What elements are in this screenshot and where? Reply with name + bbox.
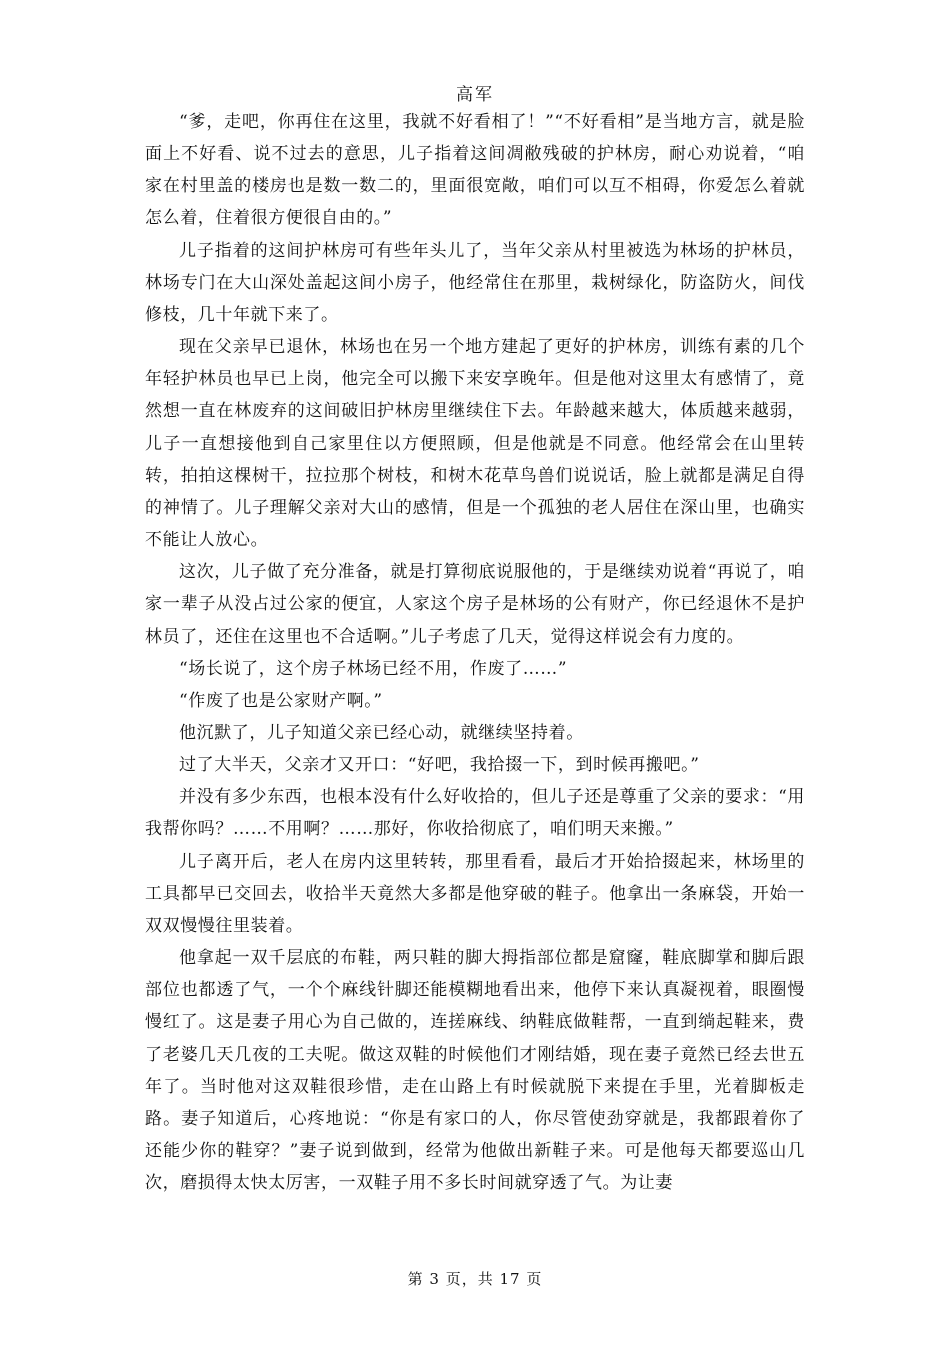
paragraph: 儿子离开后，老人在房内这里转转，那里看看，最后才开始拾掇起来，林场里的工具都早已交回去，收拾半天竟然大多都是他穿破的鞋子。他拿出一条麻袋，开始一双双慢慢往里装着。 (145, 851, 805, 936)
paragraph: 现在父亲早已退休，林场也在另一个地方建起了更好的护林房，训练有素的几个年轻护林员也早已上岗，他完全可以搬下来安享晚年。但是他对这里太有感情了，竟然想一直在林废弃的这间破旧护林房里继续住下去。年龄越来越大，体质越来越弱，儿子一直想接他到自己家里住以方便照顾，但是他就是不同意。他经常会在山里转转，拍拍这棵树干，拉拉那个树枝，和树木花草鸟兽们说说话，脸上就都是满足自得的神情了。儿子理解父亲对大山的感情，但是一个孤独的老人居住在深山里，也确实不能让人放心。 (145, 337, 805, 551)
paragraph: 儿子指着的这间护林房可有些年头儿了，当年父亲从村里被选为林场的护林员，林场专门在大山深处盖起这间小房子，他经常住在那里，栽树绿化，防盗防火，间伐修枝，几十年就下来了。 (145, 240, 805, 325)
author-name: 高军 (456, 85, 494, 105)
paragraph: “作废了也是公家财产啊。” (179, 690, 383, 711)
paragraph: 过了大半天，父亲才又开口：“好吧，我拾掇一下，到时候再搬吧。” (179, 755, 700, 776)
paragraph: “场长说了，这个房子林场已经不用，作废了……” (179, 658, 568, 679)
article-body (145, 106, 805, 1199)
paragraph: 并没有多少东西，也根本没有什么好收拾的，但儿子还是尊重了父亲的要求：“用我帮你吗？……不用啊？……那好，你收拾彻底了，咱们明天来搬。” (145, 787, 805, 840)
page-number: 第 3 页，共 17 页 (407, 1270, 543, 1288)
paragraph: 这次，儿子做了充分准备，就是打算彻底说服他的，于是继续劝说着“再说了，咱家一辈子从没占过公家的便宜，人家这个房子是林场的公有财产，你已经退休不是护林员了，还住在这里也不合适啊。”儿子考虑了几天，觉得这样说会有力度的。 (145, 562, 805, 647)
paragraph: “爹，走吧，你再住在这里，我就不好看相了！”“不好看相”是当地方言，就是脸面上不好看、说不过去的意思，儿子指着这间凋敝残破的护林房，耐心劝说着，“咱家在村里盖的楼房也是数一数二的，里面很宽敞，咱们可以互不相碍，你爱怎么着就怎么着，住着很方便很自由的。” (145, 112, 805, 229)
paragraph: 他拿起一双千层底的布鞋，两只鞋的脚大拇指部位都是窟窿，鞋底脚掌和脚后跟部位也都透了气，一个个麻线针脚还能模糊地看出来，他停下来认真凝视着，眼圈慢慢红了。这是妻子用心为自己做的，连搓麻线、纳鞋底做鞋帮，一直到绱起鞋来，费了老婆几天几夜的工夫呢。做这双鞋的时候他们才刚结婚，现在妻子竟然已经去世五年了。当时他对这双鞋很珍惜，走在山路上有时候就脱下来提在手里，光着脚板走路。妻子知道后，心疼地说：“你是有家口的人，你尽管使劲穿就是，我都跟着你了还能少你的鞋穿？”妻子说到做到，经常为他做出新鞋子来。可是他每天都要巡山几次，磨损得太快太厉害，一双鞋子用不多长时间就穿透了气。为让妻 (145, 948, 805, 1194)
paragraph: 他沉默了，儿子知道父亲已经心动，就继续坚持着。 (179, 722, 584, 743)
